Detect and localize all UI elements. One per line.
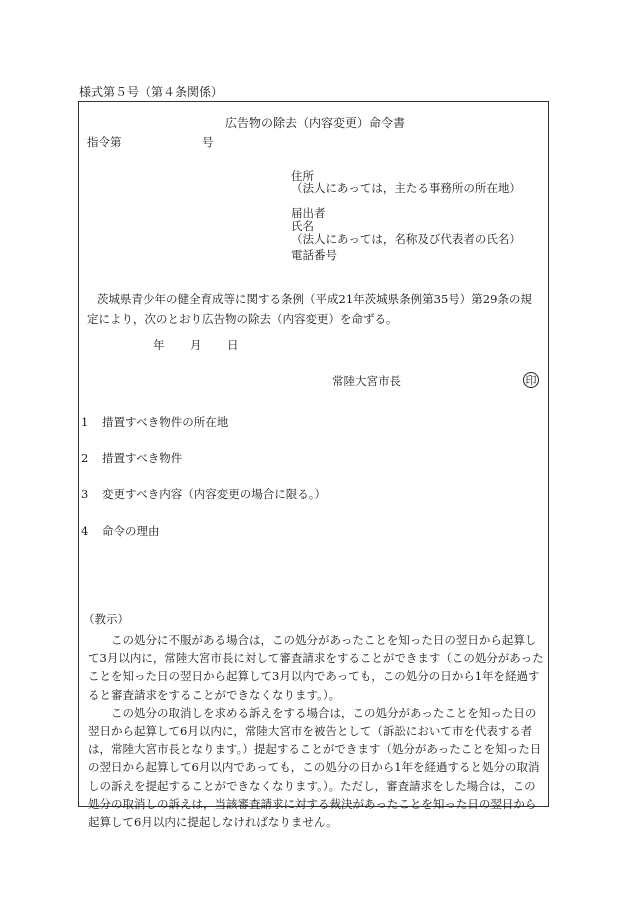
item-label: 措置すべき物件の所在地: [102, 415, 229, 429]
order-body-text: 茨城県青少年の健全育成等に関する条例（平成21年茨城県条例第35号）第29条の規定により，次のとおり広告物の除去（内容変更）を命ずる。: [87, 292, 532, 326]
notice-body: [88, 631, 546, 831]
item-label: 変更すべき内容（内容変更の場合に限る。）: [102, 487, 327, 501]
order-body: [87, 289, 541, 329]
notice-heading: （教示）: [83, 612, 129, 626]
list-item: [81, 489, 326, 501]
list-item: [81, 453, 182, 465]
list-item: [81, 417, 228, 429]
notice-paragraph-1: この処分に不服がある場合は，この処分があったことを知った日の翌日から起算して3月以内に，常陸大宮市長に対して審査請求をすることができます（この処分があったことを知った日の翌日から起算して3月以内であっても，この処分の日から1年を経過すると審査請求をすることができなくなります。）。: [88, 633, 544, 702]
date-day: 日: [227, 338, 239, 352]
directive-label: 指令第: [87, 135, 122, 149]
form-number: 様式第５号（第４条関係）: [79, 85, 224, 99]
list-item: [81, 526, 160, 538]
phone-label: 電話番号: [291, 248, 337, 262]
item-label: 命令の理由: [102, 524, 160, 538]
item-number: 4: [81, 524, 89, 538]
issuer: 常陸大宮市長: [332, 374, 401, 388]
directive-suffix: 号: [202, 135, 214, 149]
notifier-label: 届出者: [291, 206, 326, 220]
name-label: 氏名: [291, 219, 314, 233]
name-note: （法人にあっては，名称及び代表者の氏名）: [291, 232, 521, 246]
item-number: 3: [81, 487, 89, 501]
notice-paragraph-2: この処分の取消しを求める訴えをする場合は，この処分があったことを知った日の翌日から起算して6月以内に，常陸大宮市を被告として（訴訟において市を代表する者は，常陸大宮市長となります。）提起することができます（処分があったことを知った日の翌日から起算して6月以内であっても，この処分の日から1年を経過すると処分の取消しの訴えを提起することができなくなります。）。ただし，審査請求をした場合は，この処分の取消しの訴えは，当該審査請求に対する裁決があったことを知った日の翌日から起算して6月以内に提起しなければなりません。: [88, 705, 542, 830]
date-year: 年: [153, 338, 165, 352]
date-month: 月: [190, 338, 202, 352]
address-note: （法人にあっては，主たる事務所の所在地）: [291, 181, 521, 195]
item-label: 措置すべき物件: [102, 451, 183, 465]
document-title: 広告物の除去（内容変更）命令書: [224, 116, 405, 130]
item-number: 1: [81, 415, 89, 429]
seal-mark: 印: [523, 372, 539, 388]
address-label: 住所: [291, 169, 314, 183]
item-number: 2: [81, 451, 89, 465]
